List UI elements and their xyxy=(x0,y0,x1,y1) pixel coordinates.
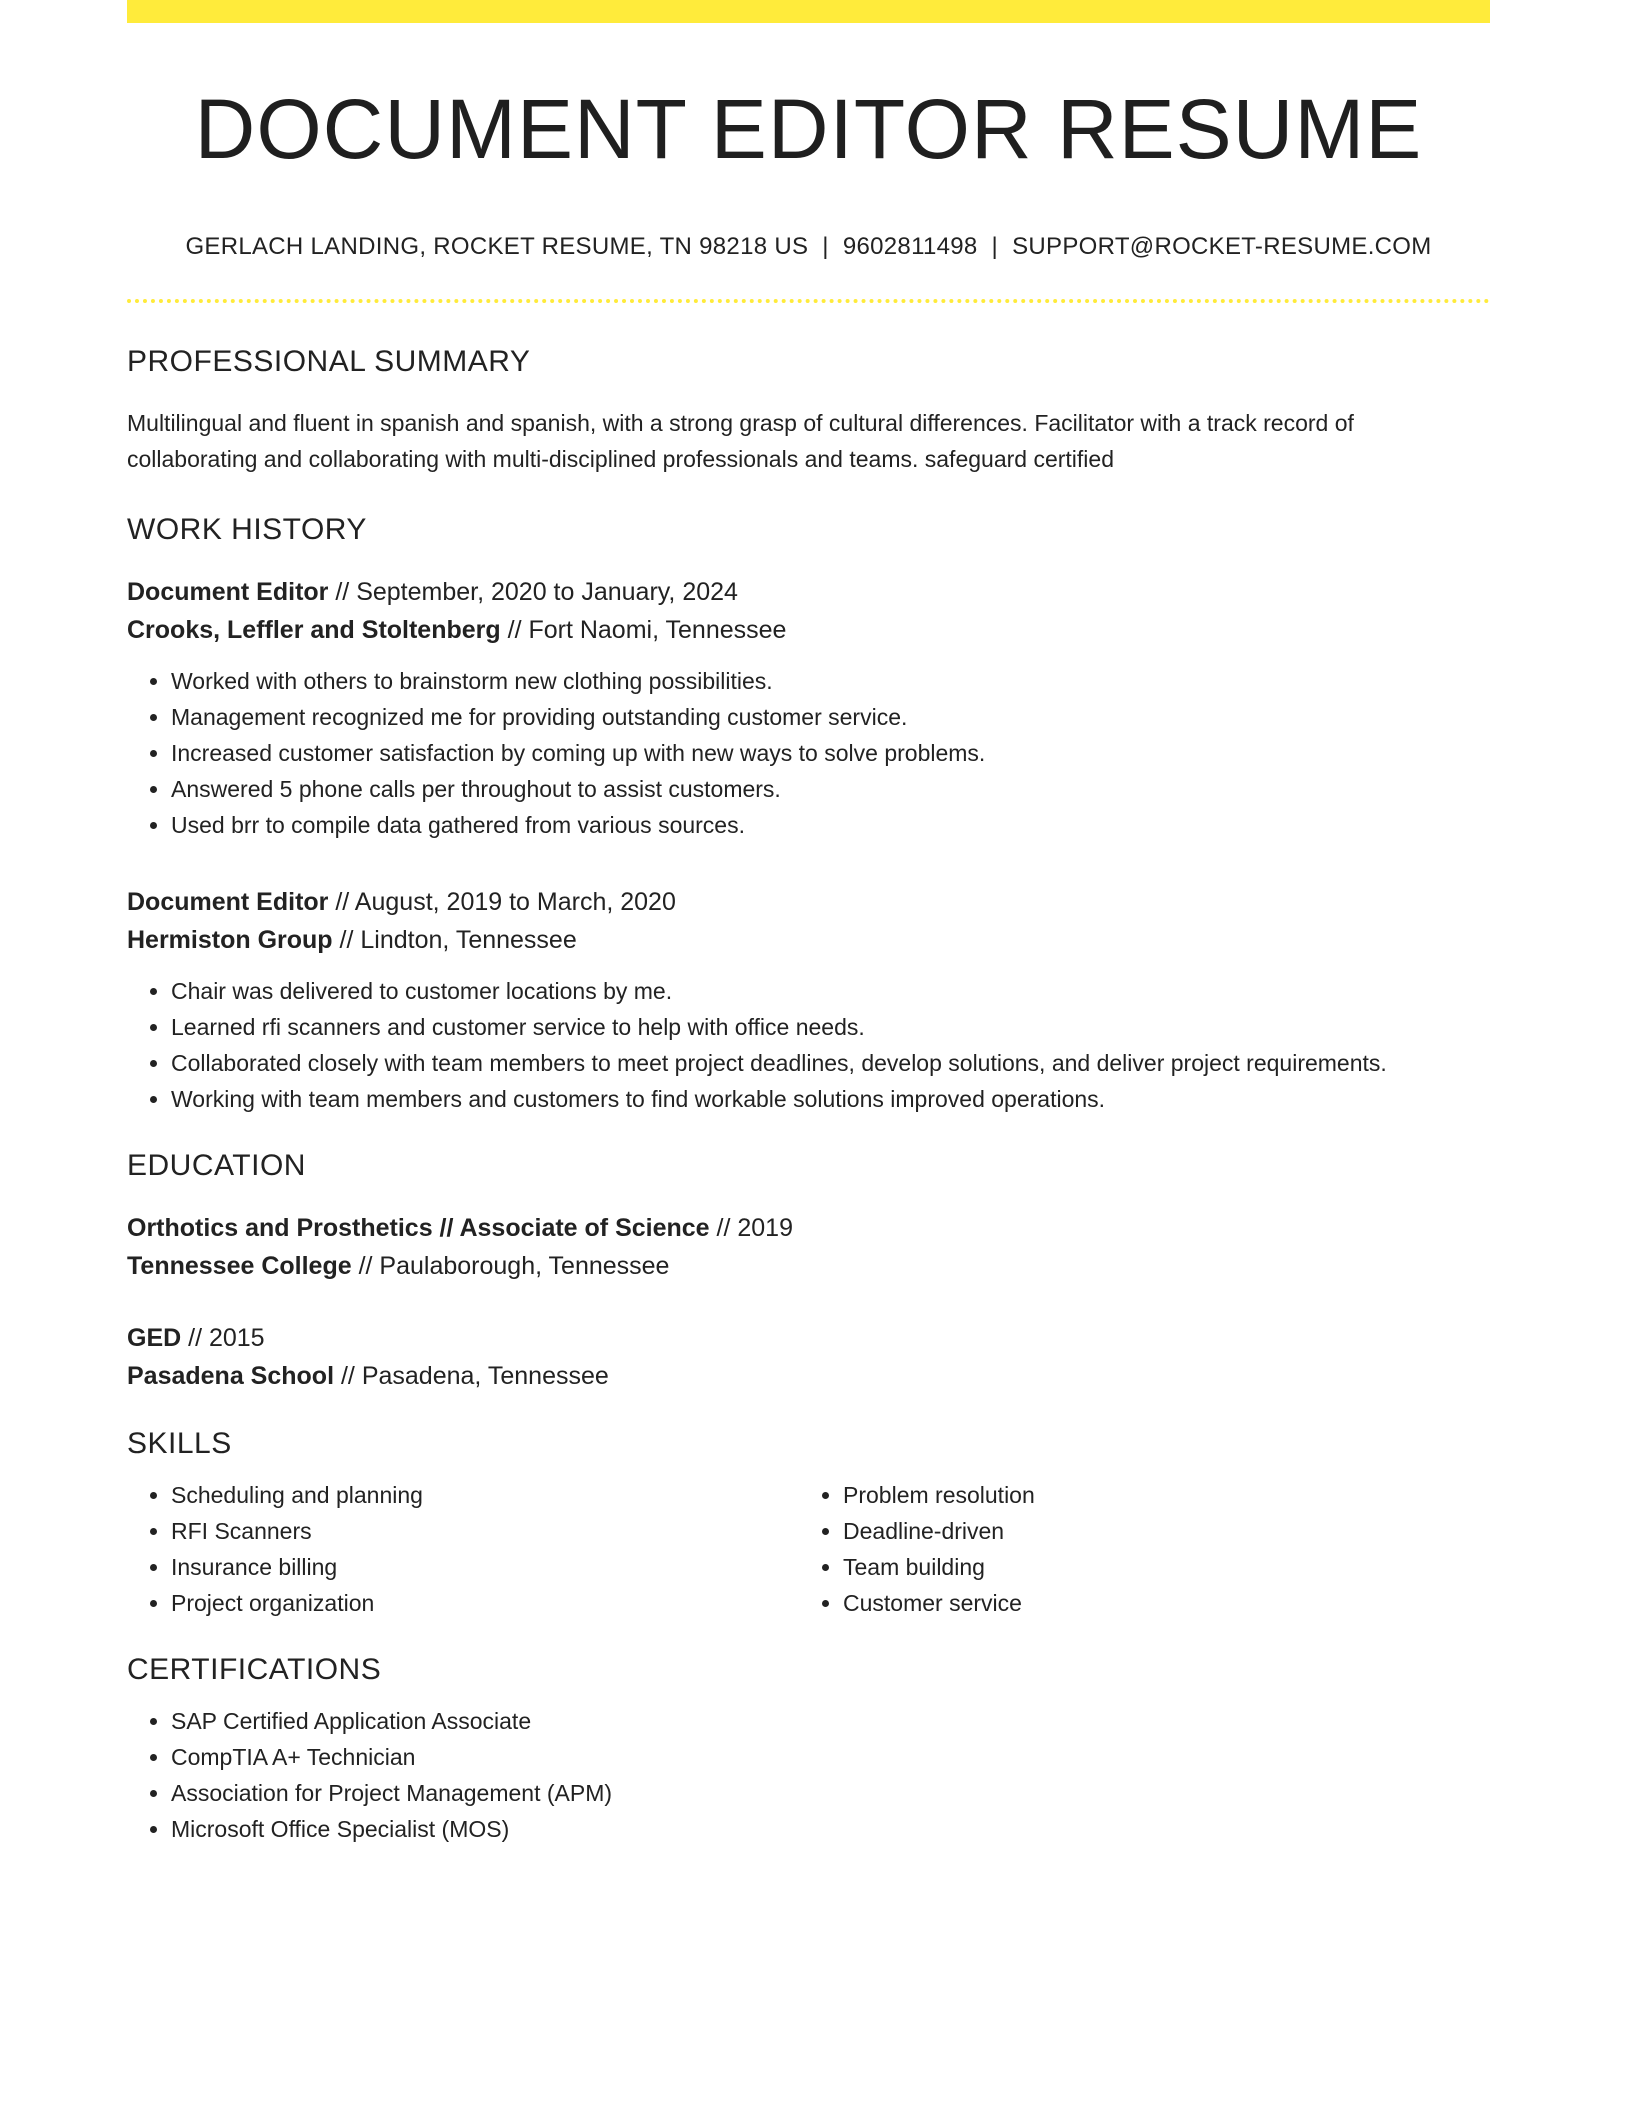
skill-item: • Insurance billing xyxy=(171,1549,799,1585)
contact-phone: 9602811498 xyxy=(842,233,978,261)
resume-title: DOCUMENT EDITOR RESUME xyxy=(194,82,1423,176)
education-school: Pasadena School xyxy=(127,1362,335,1391)
skill-item: • Team building xyxy=(843,1549,1471,1585)
list-item: • Collaborated closely with team members to meet project deadlines, develop solutions, and deliver project requirements. xyxy=(171,1045,1490,1081)
education-entry xyxy=(127,1319,1490,1395)
certification-item: • CompTIA A+ Technician xyxy=(171,1739,1490,1775)
list-item: • Worked with others to brainstorm new clothing possibilities. xyxy=(171,663,1490,699)
education-degree-line xyxy=(127,1319,1490,1357)
contact-address: GERLACH LANDING, ROCKET RESUME, TN 98218 US xyxy=(185,233,809,261)
list-item: • Answered 5 phone calls per throughout to assist customers. xyxy=(171,771,1490,807)
education-school: Tennessee College xyxy=(127,1252,352,1281)
contact-separator: | xyxy=(991,233,999,261)
education-location: // Paulaborough, Tennessee xyxy=(351,1252,670,1281)
section-heading-summary: PROFESSIONAL SUMMARY xyxy=(127,345,531,379)
list-item: • Working with team members and customers to find workable solutions improved operations. xyxy=(171,1081,1490,1117)
job-bullets xyxy=(127,973,1490,1117)
summary-text: Multilingual and fluent in spanish and spanish, with a strong grasp of cultural differences. Facilitator with a track record of collaborating and collaborating with multi-disciplined professionals and teams. safeguard certified xyxy=(127,410,1354,473)
list-item: • Management recognized me for providing outstanding customer service. xyxy=(171,699,1490,735)
education-degree-line xyxy=(127,1209,1490,1247)
dotted-divider xyxy=(127,299,1490,303)
section-heading-certifications: CERTIFICATIONS xyxy=(127,1653,382,1687)
list-item: • Used brr to compile data gathered from various sources. xyxy=(171,807,1490,843)
skill-item: • Scheduling and planning xyxy=(171,1477,799,1513)
section-heading-work-history: WORK HISTORY xyxy=(127,513,367,547)
job-location: // Lindton, Tennessee xyxy=(332,926,577,955)
certification-item: • Microsoft Office Specialist (MOS) xyxy=(171,1811,1490,1847)
skills-column-left xyxy=(127,1477,799,1621)
education-location: // Pasadena, Tennessee xyxy=(334,1362,609,1391)
certifications-list xyxy=(127,1703,1490,1847)
top-accent-bar xyxy=(127,0,1490,23)
list-item: • Learned rfi scanners and customer service to help with office needs. xyxy=(171,1009,1490,1045)
job-title-line xyxy=(127,883,1490,921)
education-degree: Orthotics and Prosthetics // Associate of Science xyxy=(127,1214,710,1243)
job-bullets xyxy=(127,663,1490,843)
resume-page xyxy=(127,0,1490,1847)
job-dates: // August, 2019 to March, 2020 xyxy=(328,888,676,917)
section-heading-education: EDUCATION xyxy=(127,1149,306,1183)
list-item: • Increased customer satisfaction by coming up with new ways to solve problems. xyxy=(171,735,1490,771)
education-year: // 2015 xyxy=(181,1324,265,1353)
job-company: Crooks, Leffler and Stoltenberg xyxy=(127,616,501,645)
skill-item: • Problem resolution xyxy=(843,1477,1471,1513)
certification-item: • SAP Certified Application Associate xyxy=(171,1703,1490,1739)
job-dates: // September, 2020 to January, 2024 xyxy=(328,578,738,607)
skill-item: • Project organization xyxy=(171,1585,799,1621)
education-school-line xyxy=(127,1247,1490,1285)
job-role: Document Editor xyxy=(127,888,329,917)
education-year: // 2019 xyxy=(709,1214,793,1243)
certification-item: • Association for Project Management (APM) xyxy=(171,1775,1490,1811)
contact-line xyxy=(127,233,1490,261)
job-role: Document Editor xyxy=(127,578,329,607)
skill-item: • Customer service xyxy=(843,1585,1471,1621)
job-title-line xyxy=(127,573,1490,611)
skill-item: • RFI Scanners xyxy=(171,1513,799,1549)
education-degree: GED xyxy=(127,1324,182,1353)
job-company-line xyxy=(127,921,1490,959)
skills-grid xyxy=(127,1477,1490,1621)
skills-column-right xyxy=(799,1477,1471,1621)
job-company: Hermiston Group xyxy=(127,926,333,955)
job-entry xyxy=(127,573,1490,843)
section-heading-skills: SKILLS xyxy=(127,1427,232,1461)
education-entry xyxy=(127,1209,1490,1285)
list-item: • Chair was delivered to customer locations by me. xyxy=(171,973,1490,1009)
job-entry xyxy=(127,883,1490,1117)
education-school-line xyxy=(127,1357,1490,1395)
skill-item: • Deadline-driven xyxy=(843,1513,1471,1549)
contact-email[interactable]: SUPPORT@ROCKET-RESUME.COM xyxy=(1012,233,1432,261)
job-location: // Fort Naomi, Tennessee xyxy=(500,616,787,645)
job-company-line xyxy=(127,611,1490,649)
contact-separator: | xyxy=(822,233,829,261)
